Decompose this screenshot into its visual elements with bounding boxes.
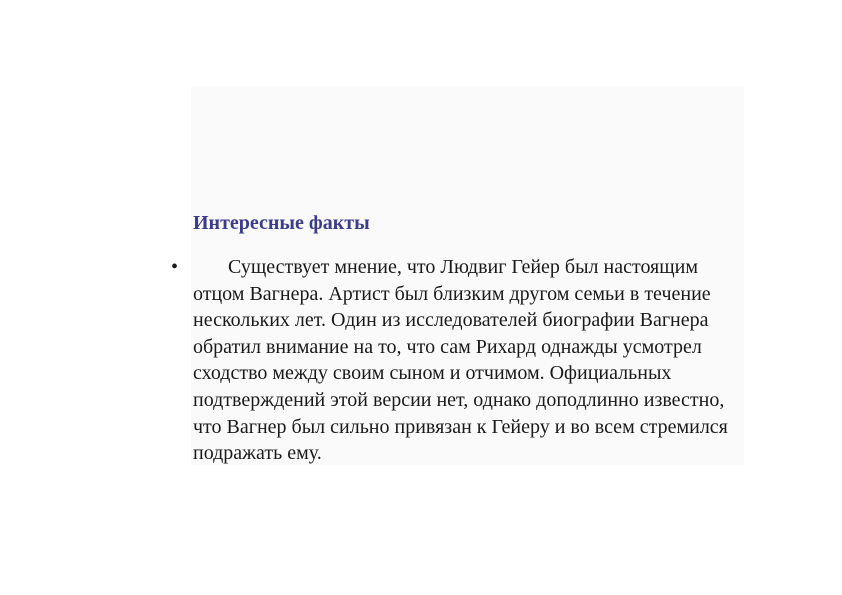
section-heading: Интересные факты bbox=[193, 212, 370, 234]
bullet-paragraph: Существует мнение, что Людвиг Гейер был настоящим отцом Вагнера. Артист был близким другом семьи в течение нескольких лет. Один из исследователей биографии Вагнера обратил внимание на то, что сам Рихард однажды усмотрел сходство между своим сыном и отчимом. Официальных подтверждений этой версии нет, однако доподлинно известно, что Вагнер был сильно привязан к Гейеру и во всем стремился подражать ему. bbox=[193, 256, 728, 465]
bullet-icon: • bbox=[171, 256, 179, 278]
